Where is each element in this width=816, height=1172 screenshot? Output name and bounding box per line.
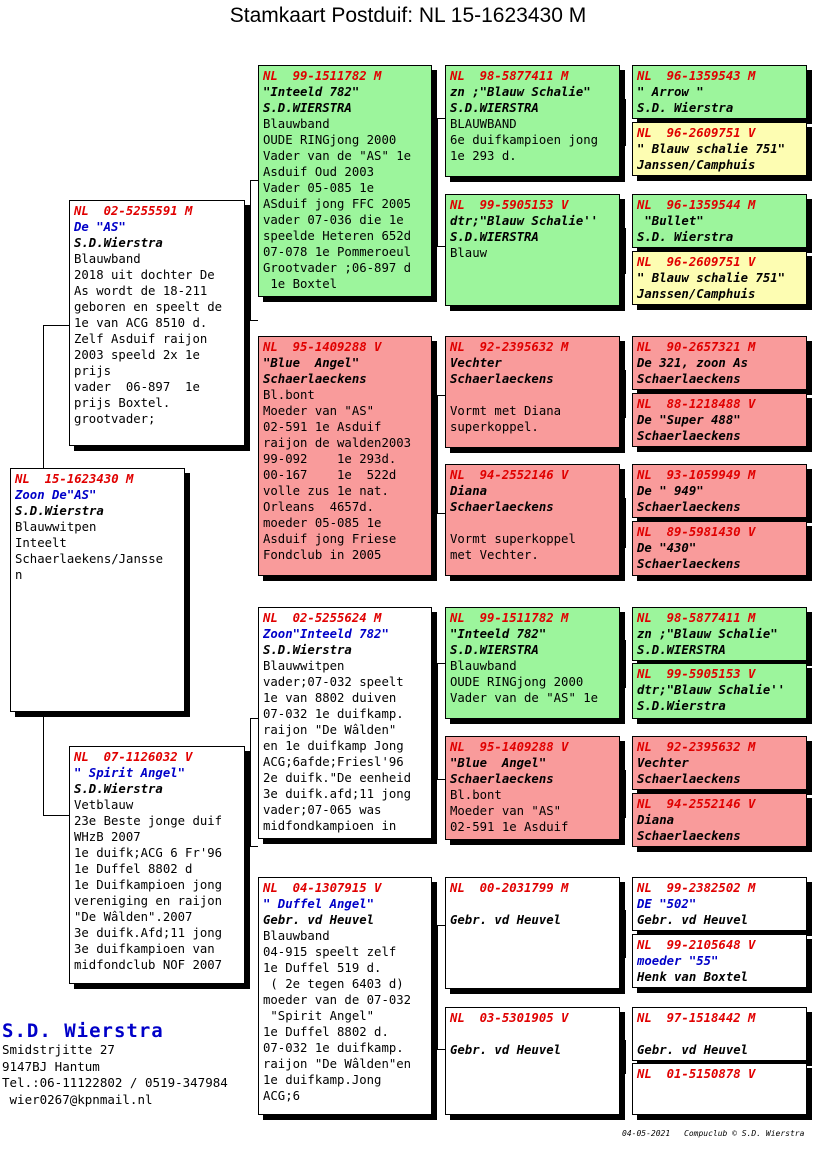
connector-line xyxy=(437,663,438,779)
pigeon-card-fmm[interactable] xyxy=(445,464,620,576)
owner-name: Gebr. vd Heuvel xyxy=(637,913,749,927)
owner-name: Schaerlaeckens xyxy=(450,772,554,786)
ring-number: NL 15-1623430 M xyxy=(15,472,134,486)
pigeon-description: Vetblauw 23e Beste jonge duif WHzB 2007 1e duifk;ACG 6 Fr'96 1e Duffel 8802 d 1e Duifkampioen jong vereniging en raijon "De Wâlden".2007 3e duifk.Afd;11 jong 3e duifkampioen van midfondclub NOF 2007 xyxy=(74,798,223,972)
connector-line xyxy=(625,228,626,274)
pigeon-name: Vechter xyxy=(637,756,689,770)
connector-line xyxy=(437,663,445,664)
connector-line xyxy=(437,118,438,246)
ring-number: NL 94-2552146 V xyxy=(637,797,756,811)
pigeon-description: Blauwband OUDE RINGjong 2000 Vader van de "AS" 1e xyxy=(450,659,599,705)
pigeon-name: "Inteeld 782" xyxy=(450,627,547,641)
connector-line xyxy=(43,325,44,468)
connector-line xyxy=(625,99,626,146)
club-address: Smidstrjitte 27 xyxy=(2,1042,115,1057)
connector-line xyxy=(250,320,258,321)
owner-name: Schaerlaeckens xyxy=(637,829,741,843)
connector-line xyxy=(625,370,626,418)
owner-name: S.D.Wierstra xyxy=(15,504,104,518)
pigeon-name: dtr;"Blauw Schalie'' xyxy=(637,683,786,697)
connector-line xyxy=(625,640,626,688)
connector-line xyxy=(437,118,445,119)
connector-line xyxy=(437,246,445,247)
pigeon-card-g8[interactable] xyxy=(632,521,807,576)
pigeon-card-mf[interactable] xyxy=(258,607,432,839)
connector-line xyxy=(43,712,44,815)
connector-line xyxy=(625,1040,626,1074)
pigeon-card-g13[interactable] xyxy=(632,877,807,931)
ring-number: NL 02-5255591 M xyxy=(74,204,193,218)
pigeon-name: Vechter xyxy=(450,356,502,370)
ring-number: NL 99-5905153 V xyxy=(450,198,569,212)
ring-number: NL 98-5877411 M xyxy=(637,611,756,625)
club-info xyxy=(2,1020,228,1108)
pigeon-card-father[interactable] xyxy=(69,200,245,446)
pigeon-card-g10[interactable] xyxy=(632,663,807,719)
owner-name: Schaerlaeckens xyxy=(637,772,741,786)
pigeon-name: Diana xyxy=(637,813,675,827)
club-email[interactable]: wier0267@kpnmail.nl xyxy=(2,1091,153,1107)
pigeon-card-fff[interactable] xyxy=(445,65,620,177)
owner-name: Janssen/Camphuis xyxy=(637,158,756,172)
pigeon-card-fm[interactable] xyxy=(258,336,432,576)
print-date: 04-05-2021 xyxy=(622,1129,671,1138)
ring-number: NL 96-2609751 V xyxy=(637,126,756,140)
pigeon-card-g15[interactable] xyxy=(632,1007,807,1061)
owner-name: S.D.Wierstra xyxy=(74,236,163,250)
owner-name: Schaerlaeckens xyxy=(637,500,741,514)
pigeon-name: De "Super 488" xyxy=(637,413,741,427)
pigeon-card-g5[interactable] xyxy=(632,336,807,390)
pigeon-card-mff[interactable] xyxy=(445,607,620,719)
owner-name: Schaerlaeckens xyxy=(637,557,741,571)
ring-number: NL 96-1359544 M xyxy=(637,198,756,212)
pigeon-name: " Arrow " xyxy=(637,85,704,99)
ring-number: NL 99-2382502 M xyxy=(637,881,756,895)
owner-name: S.D.WIERSTRA xyxy=(450,101,539,115)
copyright: Compuclub © S.D. Wierstra xyxy=(684,1129,805,1138)
connector-line xyxy=(43,815,69,816)
ring-number: NL 02-5255624 M xyxy=(263,611,382,625)
pigeon-name: De "430" xyxy=(637,541,697,555)
pigeon-description: Blauwwitpen Inteelt Schaerlaekens/Jansse n xyxy=(15,520,164,582)
owner-name: S.D. Wierstra xyxy=(637,101,734,115)
ring-number: NL 97-1518442 M xyxy=(637,1011,756,1025)
pigeon-name: "Bullet" xyxy=(637,214,704,228)
pigeon-name: DE "502" xyxy=(637,897,697,911)
pigeon-name: Diana xyxy=(450,484,488,498)
owner-name: Schaerlaeckens xyxy=(263,372,367,386)
owner-name: Gebr. vd Heuvel xyxy=(637,1043,749,1057)
club-postal: 9147BJ Hantum xyxy=(2,1058,100,1074)
pigeon-name: De "AS" xyxy=(74,220,126,234)
ring-number: NL 90-2657321 M xyxy=(637,340,756,354)
owner-name: Janssen/Camphuis xyxy=(637,287,756,301)
connector-line xyxy=(250,180,258,181)
club-phone: Tel.:06-11122802 / 0519-347984 xyxy=(2,1075,228,1090)
pigeon-name: zn ;"Blauw Schalie" xyxy=(450,85,591,99)
pigeon-card-g6[interactable] xyxy=(632,393,807,447)
pigeon-name: Zoon"Inteeld 782" xyxy=(263,627,389,641)
connector-line xyxy=(250,846,258,847)
pigeon-name: " Duffel Angel" xyxy=(263,897,375,911)
ring-number: NL 88-1218488 V xyxy=(637,397,756,411)
ring-number: NL 92-2395632 M xyxy=(637,740,756,754)
pigeon-description: Blauw xyxy=(450,246,488,260)
pigeon-name: zn ;"Blauw Schalie" xyxy=(637,627,778,641)
club-name: S.D. Wierstra xyxy=(2,1020,164,1042)
pigeon-card-g3[interactable] xyxy=(632,194,807,248)
ring-number: NL 04-1307915 V xyxy=(263,881,382,895)
pigeon-description: Blauwband OUDE RINGjong 2000 Vader van de "AS" 1e Asduif Oud 2003 Vader 05-085 1e ASduif jong FFC 2005 vader 07-036 die 1e speelde Heteren 652d 07-078 1e Pommeroeul Grootvader ;06-897 d 1e Boxtel xyxy=(263,117,412,291)
owner-name: Schaerlaeckens xyxy=(450,372,554,386)
pigeon-name: "Inteeld 782" xyxy=(263,85,360,99)
connector-line xyxy=(437,395,438,513)
owner-name: Schaerlaeckens xyxy=(637,372,741,386)
pigeon-name: " Spirit Angel" xyxy=(74,766,186,780)
owner-name: Gebr. vd Heuvel xyxy=(263,913,375,927)
pigeon-description: Bl.bont Moeder van "AS" 02-591 1e Asduif raijon de walden2003 99-092 1e 293d. 00-167 1e 522d volle zus 1e nat. Orleans 4657d. moeder 05-085 1e Asduif jong Friese Fondclub in 2005 xyxy=(263,388,412,562)
pigeon-card-ff[interactable] xyxy=(258,65,432,297)
pigeon-name: "Blue Angel" xyxy=(450,756,547,770)
owner-name: Henk van Boxtel xyxy=(637,970,749,984)
pigeon-card-g12[interactable] xyxy=(632,793,807,847)
pigeon-name: Zoon De"AS" xyxy=(15,488,97,502)
pigeon-card-g2[interactable] xyxy=(632,122,807,176)
pigeon-name: " Blauw schalie 751" xyxy=(637,271,786,285)
owner-name: S.D.WIERSTRA xyxy=(450,643,539,657)
pigeon-card-g16[interactable] xyxy=(632,1063,807,1115)
connector-line xyxy=(437,925,445,926)
connector-line xyxy=(625,770,626,818)
pigeon-card-main[interactable] xyxy=(10,468,185,712)
ring-number: NL 96-1359543 M xyxy=(637,69,756,83)
owner-name: S.D.WIERSTRA xyxy=(263,101,352,115)
owner-name: S.D.Wierstra xyxy=(637,699,726,713)
ring-number: NL 96-2609751 V xyxy=(637,255,756,269)
pigeon-card-g14[interactable] xyxy=(632,934,807,988)
pigeon-description: Vormt superkoppel met Vechter. xyxy=(450,532,576,562)
pigeon-description: Blauwwitpen vader;07-032 speelt 1e van 8802 duiven 07-032 1e duifkamp. raijon "De Wâlden" en 1e duifkamp Jong ACG;6afde;Friesl'96 2e duifk."De eenheid 3e duifk.afd;11 jong vader;07-065 was midfondkampioen in xyxy=(263,659,412,833)
owner-name: Schaerlaeckens xyxy=(450,500,554,514)
ring-number: NL 98-5877411 M xyxy=(450,69,569,83)
pigeon-card-mother[interactable] xyxy=(69,746,245,984)
pigeon-card-g4[interactable] xyxy=(632,251,807,305)
pigeon-description: Blauwband 04-915 speelt zelf 1e Duffel 519 d. ( 2e tegen 6403 d) moeder van de 07-032 "Spirit Angel" 1e Duffel 8802 d. 07-032 1e duifkamp. raijon "De Wâlden"en 1e duifkamp.Jong ACG;6 xyxy=(263,929,412,1103)
ring-number: NL 07-1126032 V xyxy=(74,750,193,764)
owner-name: Gebr. vd Heuvel xyxy=(450,913,562,927)
pigeon-card-g7[interactable] xyxy=(632,464,807,518)
pigeon-name: " Blauw schalie 751" xyxy=(637,142,786,156)
pigeon-name: moeder "55" xyxy=(637,954,719,968)
pigeon-card-g9[interactable] xyxy=(632,607,807,661)
connector-line xyxy=(625,910,626,958)
pigeon-name: dtr;"Blauw Schalie'' xyxy=(450,214,599,228)
owner-name: S.D.Wierstra xyxy=(263,643,352,657)
ring-number: NL 99-5905153 V xyxy=(637,667,756,681)
connector-line xyxy=(250,180,251,320)
ring-number: NL 00-2031799 M xyxy=(450,881,569,895)
ring-number: NL 93-1059949 M xyxy=(637,468,756,482)
pigeon-card-mmf[interactable] xyxy=(445,877,620,989)
connector-line xyxy=(625,498,626,548)
owner-name: S.D.WIERSTRA xyxy=(450,230,539,244)
pigeon-name: De 321, zoon As xyxy=(637,356,749,370)
owner-name: S.D.WIERSTRA xyxy=(637,643,726,657)
owner-name: S.D. Wierstra xyxy=(637,230,734,244)
pigeon-description: Blauwband 2018 uit dochter De As wordt de 18-211 geboren en speelt de 1e van ACG 8510 d. Zelf Asduif raijon 2003 speeld 2x 1e prijs vader 06-897 1e prijs Boxtel. grootvader; xyxy=(74,252,223,426)
connector-line xyxy=(437,779,445,780)
pigeon-description: Bl.bont Moeder van "AS" 02-591 1e Asduif xyxy=(450,788,569,834)
pigeon-name: De " 949" xyxy=(637,484,704,498)
ring-number: NL 94-2552146 V xyxy=(450,468,569,482)
pigeon-card-fmf[interactable] xyxy=(445,336,620,448)
pigeon-card-mfm[interactable] xyxy=(445,736,620,840)
ring-number: NL 89-5981430 V xyxy=(637,525,756,539)
pigeon-card-g11[interactable] xyxy=(632,736,807,790)
connector-line xyxy=(437,925,438,1049)
ring-number: NL 95-1409288 V xyxy=(450,740,569,754)
owner-name: Schaerlaeckens xyxy=(637,429,741,443)
pigeon-card-g1[interactable] xyxy=(632,65,807,119)
pigeon-description: Vormt met Diana superkoppel. xyxy=(450,404,562,434)
connector-line xyxy=(250,718,258,719)
pigeon-card-ffm[interactable] xyxy=(445,194,620,306)
ring-number: NL 99-2105648 V xyxy=(637,938,756,952)
pigeon-card-mmm[interactable] xyxy=(445,1007,620,1115)
pigeon-card-mm[interactable] xyxy=(258,877,432,1115)
pigeon-description: BLAUWBAND 6e duifkampioen jong 1e 293 d. xyxy=(450,117,599,163)
owner-name: S.D.Wierstra xyxy=(74,782,163,796)
ring-number: NL 92-2395632 M xyxy=(450,340,569,354)
connector-line xyxy=(250,718,251,846)
connector-line xyxy=(437,395,445,396)
ring-number: NL 99-1511782 M xyxy=(263,69,382,83)
ring-number: NL 01-5150878 V xyxy=(637,1067,756,1081)
owner-name: Gebr. vd Heuvel xyxy=(450,1043,562,1057)
connector-line xyxy=(437,1049,445,1050)
pigeon-name: "Blue Angel" xyxy=(263,356,360,370)
page-title: Stamkaart Postduif: NL 15-1623430 M xyxy=(229,4,587,27)
ring-number: NL 03-5301905 V xyxy=(450,1011,569,1025)
ring-number: NL 95-1409288 V xyxy=(263,340,382,354)
connector-line xyxy=(43,325,69,326)
connector-line xyxy=(437,513,445,514)
ring-number: NL 99-1511782 M xyxy=(450,611,569,625)
